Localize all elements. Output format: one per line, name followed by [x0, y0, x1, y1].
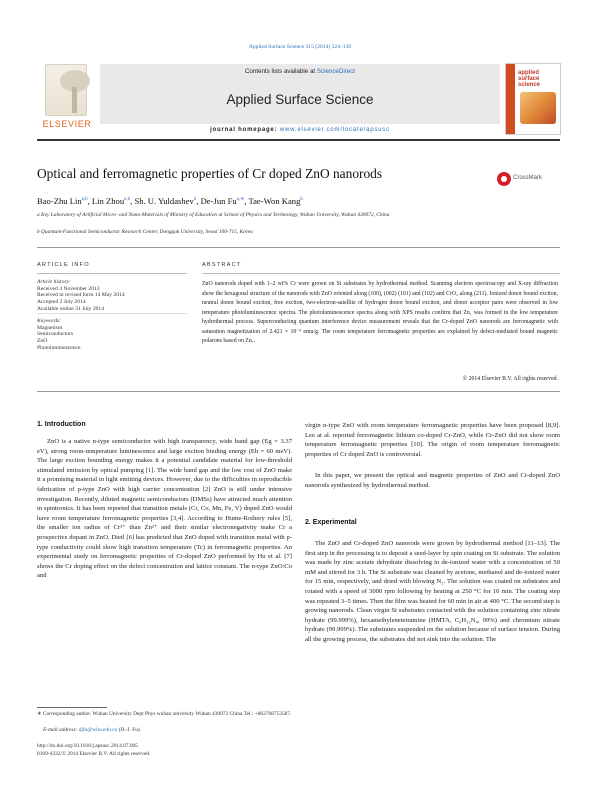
homepage-line: [100, 127, 500, 133]
keyword: Semiconductors: [37, 331, 74, 338]
article-info-label: ARTICLE INFO: [37, 262, 90, 268]
author-affiliation-mark[interactable]: b: [300, 197, 303, 203]
email-label: E-mail address:: [43, 727, 79, 733]
journal-reference[interactable]: Applied Surface Science 315 (2014) 124–130: [248, 44, 352, 50]
elsevier-logo: [37, 64, 95, 132]
homepage-prefix: journal homepage:: [210, 127, 280, 133]
article-info-rule: [37, 273, 187, 274]
affiliation-b: b Quantum-Functional Semiconductor Research Center, Dongguk University, Seoul 100-715, Korea: [37, 229, 253, 235]
intro-heading: 1. Introduction: [37, 421, 86, 428]
contents-prefix: Contents lists available at: [244, 68, 317, 75]
history-label: Article history:: [37, 279, 72, 285]
keyword: Magnetism: [37, 324, 63, 331]
author-affiliation-mark[interactable]: a,∗: [236, 197, 245, 203]
keyword: ZnO: [37, 338, 48, 345]
intro-paragraph-2: virgin n-type ZnO with room temperature ferromagnetic properties have been proposed [8,9]. Lee at al. reported ferromagnetic lithium co-doped Cr-ZnO, while Cr-ZnO did not show room temperature ferromagnetic properties [10]. The origin of room temperature ferromagnetic properties of Cr doped ZnO is controversial.: [305, 422, 560, 458]
body-rule: [37, 391, 560, 392]
homepage-link[interactable]: www.elsevier.com/locate/apsusc: [279, 127, 390, 133]
cover-title: applied surface science: [518, 70, 541, 89]
tree-icon: [45, 64, 87, 116]
abstract-label: ABSTRACT: [202, 262, 242, 268]
section-rule: [37, 247, 560, 248]
keyword: Photoluminescence: [37, 344, 81, 351]
corresponding-author-note: ∗ Corresponding author. Wuhan University Dept Phys wuhan university Wuhan 430072 China Tel.: +862768753587.: [37, 711, 292, 717]
abstract-copyright: © 2014 Elsevier B.V. All rights reserved.: [462, 376, 558, 382]
abstract-text: ZnO nanorods doped with 1–2 wt% Cr were grown on Si substrates by hydrothermal method. Scanning electron spectroscopy and X-ray diffraction show the hexagonal structure of the nanorods with ZnO oriented along (100), (002) (101) and (102) and CrO₂ along (211). Ionized donor bound exciton, neutral donor bound exciton, free exciton, two-electron-satellite of hydrogen donor bound exciton, and donor acceptor pairs were observed in low temperature photoluminescence spectra. The photoluminescence spectra along with XPS results confirm that Zn₁ was formed in the low temperature hydrothermal process. Superconducting quantum interference device measurement reveals that the Cr-doped ZnO nanorods are ferromagnetic with saturation magnetization of 2.421 × 10⁻³ emu/g. The room temperature ferromagnetic properties are explained by defect-mediated bound magnetic polarons based on Zn₁.: [202, 281, 558, 344]
keywords-rule: [37, 313, 187, 314]
history-item: Received 4 November 2013: [37, 285, 100, 292]
history-item: Received in revised form 14 May 2014: [37, 292, 125, 299]
article-title: Optical and ferromagnetic properties of Cr doped ZnO nanorods: [37, 166, 383, 181]
keywords-label: Keywords:: [37, 318, 62, 324]
author: Lin Zhou: [91, 196, 125, 206]
keywords: [37, 318, 187, 352]
crossmark-label: CrossMark: [513, 175, 543, 181]
author-affiliation-mark[interactable]: a,b: [124, 197, 131, 203]
issn-line: 0169-4332/© 2014 Elsevier B.V. All rights reserved.: [37, 751, 151, 757]
sciencedirect-link[interactable]: ScienceDirect: [316, 68, 356, 75]
experimental-paragraph-1: The ZnO and Cr-doped ZnO nanorods were grown by hydrothermal method [11–13]. The first step in the processing is to deposit a seed-layer by spin coating on Si substrate. The solution was made by zinc acetate dehydrate dissolving in de-ionized water with a concentration of 50 mM and stirred for 3 h. The Si substrate was cleaned by acetone, methanol and de-ionized water for 15 min, respectively, and dried with blowing N₂. The solution was coated on substrates and rotated with a speed of 3000 rpm following by heating at 250 °C for 10 min. The coating step was repeated 3–5 times. Then the film was heated for 60 min in air at 400 °C. The second step is growing nanorods. Clean virgin Si substrates contacted with the solution containing zinc nitrate hydrate (99.999%), hexamethylenetetramine (HMTA, C₆H₁₂N₄, 99%) and chromium nitrate hydrate (99.999%). The substrates suspended on the solution because of surface tension. During all the growing process, the substrates did not sink into the solution. The: [305, 540, 560, 643]
history-item: Available online 31 July 2014: [37, 305, 105, 312]
author: De-Jun Fu: [200, 196, 237, 206]
doi-link[interactable]: http://dx.doi.org/10.1016/j.apsusc.2014.07.005: [37, 743, 138, 749]
email-link[interactable]: djfu@whu.edu.cn: [78, 727, 118, 733]
header-rule: [37, 139, 560, 141]
author: Tae-Won Kang: [248, 196, 301, 206]
author: Sh. U. Yuldashev: [134, 196, 194, 206]
email-suffix: (D.-J. Fu).: [117, 727, 142, 733]
author-affiliation-mark[interactable]: a,b: [81, 197, 88, 203]
affiliation-a: a Key Laboratory of Artificial Micro- and Nano-Materials of Ministry of Education at School of Physics and Technology, Wuhan University, Wuhan 430072, China: [37, 212, 390, 218]
author-affiliation-mark[interactable]: b: [193, 197, 197, 203]
crossmark-icon: [497, 172, 511, 186]
author-list: Bao-Zhu Lin$^{a,b}$, Lin Zhou$^{a,b}$, Sh. U. Yuldashev$^b$, De-Jun $Fu^{a,∗}$, Tae-Won Kang$^b$: [37, 196, 303, 206]
cover-image: [520, 92, 556, 124]
crossmark-badge[interactable]: [497, 172, 543, 186]
abstract-rule: [202, 273, 560, 274]
journal-name: Applied Surface Science: [226, 92, 374, 107]
history-item: Accepted 2 July 2014: [37, 299, 86, 306]
email-line: [43, 727, 293, 734]
article-history: [37, 279, 187, 313]
author: Bao-Zhu Lin: [37, 196, 82, 206]
experimental-heading: 2. Experimental: [305, 519, 357, 526]
intro-paragraph-3: In this paper, we present the optical and magnetic properties of ZnO and Cr-doped ZnO nanorods synthesized by hydrothermal method.: [305, 472, 560, 489]
contents-line: [100, 68, 500, 75]
intro-paragraph-1: ZnO is a native n-type semiconductor with high transparency, wide band gap (Eg = 3.37 eV), strong room-temperature luminescence and large exciton binding energy (Eb = 60 meV). The large exciton bounding energy makes it a potential candidate material for low-threshold stimulated emission by optical pumping [1]. The wide band gap and the low cost of ZnO make it a promising material in light emitting devices. However, due to the difficulties in reproducible fabrication of p-type ZnO with high carrier concentration [2] ZnO is still under intensive investigation. Recently, diluted magnetic semiconductors (DMSs) have attracted much attention in spintronics. It has been reported that transition metals (Cr, Co, Mn, Fe, V) doped ZnO would have room temperature ferromagnetic properties [3,4]. According to Hume-Rothery rules [5], the smaller ion radius of Cr³⁺ than Zn²⁺ and their similar electronegativity make Cr a prospective dopant in ZnO. Dietl [6] has predicted that ZnO doped with transition metal with p-type conductivity could show high transition temperature (Tc) in ferromagnetic properties. An experimental study on ferromagnetic properties of Cr-doped ZnO performed by Hu et al. [7] shows the Cr doping effect on the defect concentration and lattice constant. The n-type ZnO:Co and: [37, 438, 292, 580]
footnote-rule: [37, 707, 107, 708]
publisher-logo-text: ELSEVIER: [42, 119, 92, 129]
journal-cover: [505, 63, 561, 135]
